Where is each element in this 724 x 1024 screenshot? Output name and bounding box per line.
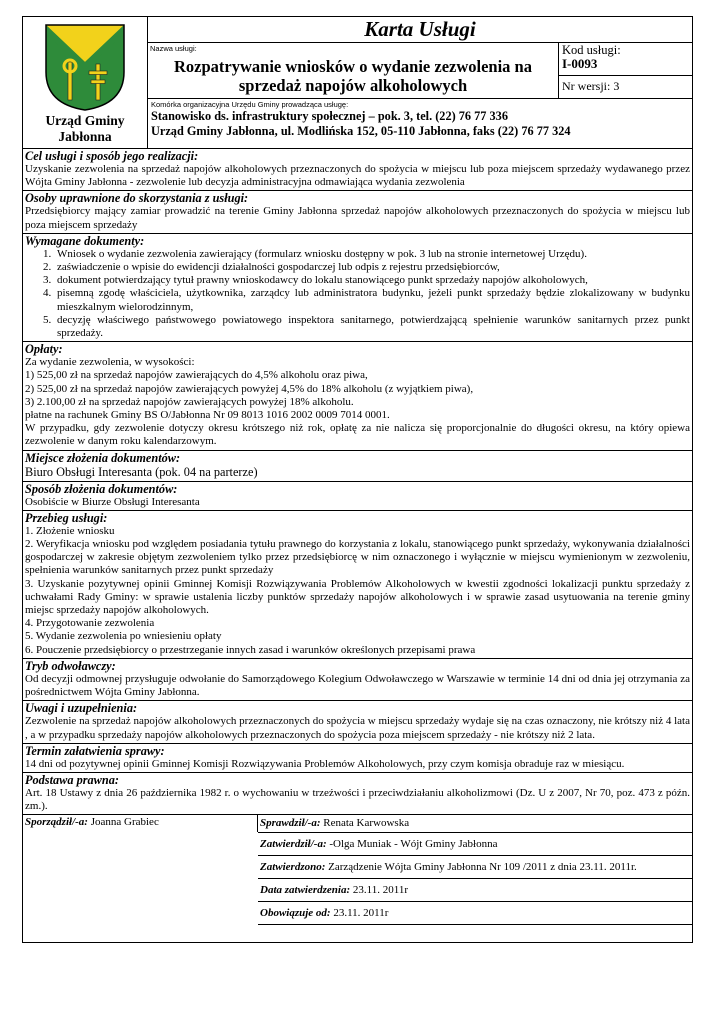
fee-line: Za wydanie zezwolenia, w wysokości:	[25, 356, 195, 369]
step-line: 4. Przygotowanie zezwolenia	[25, 617, 155, 630]
approval-footer	[22, 815, 693, 943]
section-text: Przedsiębiorcy mający zamiar prowadzić na terenie Gminy Jabłonna sprzedaż napojów alkoholowych przeznaczonych do spożycia w miejscu lub poza miejscem sprzedaży	[25, 205, 690, 231]
documents-list	[25, 248, 690, 340]
approved-by-value: -Olga Muniak - Wójt Gminy Jabłonna	[326, 838, 498, 851]
section-text: Art. 18 Ustawy z dnia 26 października 1982 r. o wychowaniu w trzeźwości i przeciwdziałaniu alkoholizmowi (Dz. U z 2007, Nr 70, poz. 473 z późn. zm.).	[25, 786, 690, 813]
section-text: Osobiście w Biurze Obsługi Interesanta	[25, 495, 200, 508]
approved-by-row	[258, 833, 692, 856]
section-cel	[22, 149, 693, 191]
approval-date-label: Data zatwierdzenia:	[260, 884, 351, 897]
org-unit-line1: Stanowisko ds. infrastruktury społecznej – pok. 3, tel. (22) 76 77 336	[151, 109, 508, 123]
checked-by-label: Sprawdził/-a:	[260, 817, 321, 830]
prepared-by-label: Sporządził/-a:	[25, 816, 88, 829]
section-text: Zezwolenie na sprzedaż napojów alkoholowych przeznaczonych do spożycia w miejscu sprzedaży wydaje się na czas oznaczony, nie krótszy niż 4 lata , a w przypadku sprzedaży napojów alkoholowych przeznaczonych do spożycia poza miejscem sprzedaży - nie krótszy niż 2 lata.	[25, 715, 690, 741]
service-name-cell	[148, 43, 559, 98]
fee-line: 1) 525,00 zł na sprzedaż napojów zawierających do 4,5% alkoholu oraz piwa,	[25, 369, 368, 382]
section-title: Tryb odwoławczy:	[25, 658, 116, 673]
section-text: Biuro Obsługi Interesanta (pok. 04 na parterze)	[25, 464, 258, 479]
section-title: Cel usługi i sposób jego realizacji:	[25, 149, 199, 163]
fee-line: płatne na rachunek Gminy BS O/Jabłonna Nr 09 8013 1016 2002 0009 7014 0001.	[25, 409, 390, 422]
page-title: Karta Usługi	[148, 17, 692, 43]
section-przebieg	[22, 511, 693, 659]
section-oplaty	[22, 342, 693, 450]
section-sposob	[22, 482, 693, 511]
step-line: 3. Uzyskanie pozytywnej opinii Gminnej Komisji Rozwiązywania Problemów Alkoholowych w kwestii zgodności lokalizacji punktu sprzedaży z uchwałami Rady Gminy: w sprawie ustalenia liczby punktów sprzedaży napojów alkoholowych i w sprawie zasad usytuowania na terenie gminy miejsc sprzedaży napojów alkoholowych.	[25, 577, 690, 617]
section-title: Osoby uprawnione do skorzystania z usługi:	[25, 191, 249, 206]
section-miejsce	[22, 451, 693, 482]
service-code-label: Kod usługi:	[562, 43, 621, 57]
service-name: Rozpatrywanie wniosków o wydanie zezwolenia na sprzedaż napojów alkoholowych	[174, 57, 532, 95]
section-text: Od decyzji odmownej przysługuje odwołanie do Samorządowego Kolegium Odwoławczego w Warszawie w terminie 14 dni od dnia jej otrzymania za pośrednictwem Wójta Gminy Jabłonna.	[25, 672, 690, 699]
fee-line: 2) 525,00 zł na sprzedaż napojów zawierających powyżej 4,5% do 18% alkoholu (z wyjątkiem piwa),	[25, 382, 474, 395]
list-item: 3. dokument potwierdzający tytuł prawny wnioskodawcy do lokalu stanowiącego punkt sprzedaży napojów alkoholowych,	[54, 274, 690, 287]
section-title: Wymagane dokumenty:	[25, 233, 145, 248]
header-middle	[148, 43, 692, 99]
empty-row	[258, 925, 692, 942]
section-osoby	[22, 191, 693, 233]
service-code-cell	[559, 43, 692, 98]
section-text: 14 dni od pozytywnej opinii Gminnej Komisji Rozwiązywania Problemów Alkoholowych, przy czym komisja obraduje raz w miesiącu.	[25, 757, 625, 770]
approval-cells	[258, 815, 692, 942]
approved-by-label: Zatwierdził/-a:	[260, 838, 327, 851]
list-item: 1. Wniosek o wydanie zezwolenia zawierający (formularz wniosku dostępny w pok. 3 lub na stronie internetowej Urzędu).	[54, 248, 690, 261]
step-line: 1. Złożenie wniosku	[25, 524, 115, 537]
section-text: Uzyskanie zezwolenia na sprzedaż napojów alkoholowych przeznaczonych do spożycia w miejscu lub poza miejscem sprzedaży wydawanego przez Wójta Gminy Jabłonna - zezwolenie lub decyzja administracyjna odmawiająca wydania zezwolenia	[25, 163, 690, 189]
section-title: Opłaty:	[25, 342, 63, 357]
list-item: 5. decyzję właściwego państwowego powiatowego inspektora sanitarnego, potwierdzającą spełnienie warunków sanitarnych przez punkt sprzedaży.	[54, 314, 690, 340]
service-code: I-0093	[562, 56, 598, 71]
effective-from-label: Obowiązuje od:	[260, 907, 331, 920]
effective-from-row	[258, 902, 692, 925]
step-line: 6. Pouczenie przedsiębiorcy o przestrzeganie innych zasad i warunków określonych przepisami prawa	[25, 643, 476, 656]
approval-date-value: 23.11. 2011r	[350, 884, 409, 897]
card-header	[22, 16, 693, 149]
section-title: Przebieg usługi:	[25, 510, 108, 525]
section-podstawa	[22, 773, 693, 815]
section-title: Sposób złożenia dokumentów:	[25, 481, 178, 496]
version-number: Nr wersji: 3	[562, 79, 620, 93]
checked-by-row	[258, 815, 692, 833]
fee-line: 3) 2.100,00 zł na sprzedaż napojów zawierających powyżej 18% alkoholu.	[25, 395, 354, 408]
effective-from-value: 23.11. 2011r	[330, 907, 389, 920]
office-name: Urząd Gminy Jabłonna	[45, 113, 125, 144]
section-title: Uwagi i uzupełnienia:	[25, 701, 138, 716]
org-unit-line2: Urząd Gminy Jabłonna, ul. Modlińska 152, 05-110 Jabłonna, faks (22) 76 77 324	[151, 124, 571, 138]
approved-value: Zarządzenie Wójta Gminy Jabłonna Nr 109 /2011 z dnia 23.11. 2011r.	[325, 861, 637, 874]
list-item: 4. pisemną zgodę właściciela, użytkownika, zarządcy lub administratora budynku, jeżeli punkt sprzedaży będzie zlokalizowany w budynku mieszkalnym wielorodzinnym,	[54, 287, 690, 313]
logo-cell	[23, 17, 148, 148]
service-card	[22, 16, 693, 943]
section-tryb	[22, 659, 693, 701]
org-unit-label: Komórka organizacyjna Urzędu Gminy prowadząca usługę:	[151, 100, 349, 109]
approved-label: Zatwierdzono:	[260, 861, 326, 874]
checked-by-value: Renata Karwowska	[320, 817, 410, 830]
service-name-label: Nazwa usługi:	[150, 44, 197, 53]
prepared-by-cell	[23, 815, 258, 832]
coat-of-arms-icon	[42, 22, 128, 112]
org-unit-cell	[148, 99, 692, 148]
approved-row	[258, 856, 692, 879]
section-uwagi	[22, 701, 693, 743]
service-code-box	[559, 43, 692, 76]
step-line: 2. Weryfikacja wniosku pod względem posiadania tytułu prawnego do korzystania z lokalu, stanowiącego punkt sprzedaży, wykonywania działalności gospodarczej w zakresie objętym zezwoleniem tylko przez przedsiębiorcę w nim oznaczonego i wyłącznie w miejscu wymienionym w zezwoleniu, spełnienia warunków sanitarnych przez punkt sprzedaży	[25, 538, 690, 577]
section-title: Miejsce złożenia dokumentów:	[25, 450, 181, 465]
prepared-by-value: Joanna Grabiec	[87, 816, 159, 829]
fee-line: W przypadku, gdy zezwolenie dotyczy okresu krótszego niż rok, opłatę za nie nalicza się proporcjonalnie do długości okresu, na który opiewa zezwolenie w danym roku kalendarzowym.	[25, 422, 690, 448]
section-title: Podstawa prawna:	[25, 772, 119, 787]
approval-date-row	[258, 879, 692, 902]
section-dokumenty	[22, 234, 693, 342]
section-title: Termin załatwienia sprawy:	[25, 743, 165, 758]
step-line: 5. Wydanie zezwolenia po wniesieniu opłaty	[25, 630, 222, 643]
header-right	[148, 17, 692, 148]
list-item: 2. zaświadczenie o wpisie do ewidencji działalności gospodarczej lub odpis z rejestru przedsiębiorców,	[54, 261, 690, 274]
section-termin	[22, 744, 693, 773]
